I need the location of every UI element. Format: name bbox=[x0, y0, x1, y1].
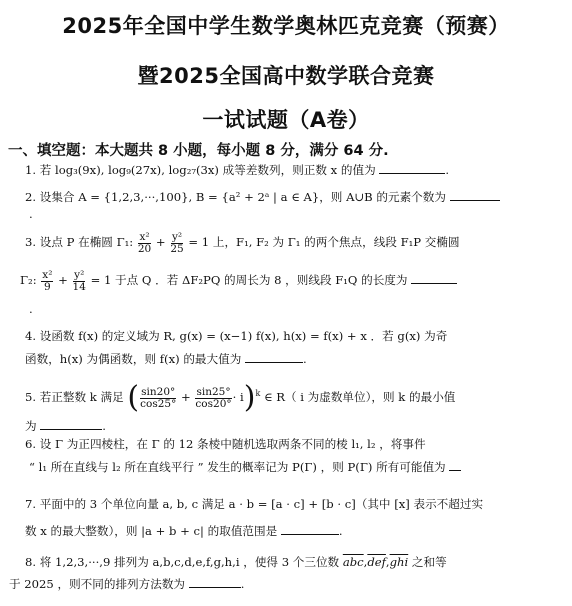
three-digit-ghi: $\overline{ghi}$ bbox=[389, 555, 409, 569]
numerator: y² bbox=[74, 268, 85, 281]
plus-sign: + bbox=[181, 390, 191, 404]
denominator: 25 bbox=[170, 242, 184, 255]
plus-sign: + bbox=[155, 235, 166, 249]
question-8-text-b: 之和等 bbox=[411, 555, 447, 569]
answer-blank-8 bbox=[189, 575, 241, 588]
right-paren: ) bbox=[243, 380, 256, 415]
question-3-line-1 bbox=[25, 226, 460, 258]
question-8-text-c: 于 2025 ，则不同的排列方法数为 bbox=[9, 577, 186, 591]
answer-blank-6 bbox=[449, 458, 461, 471]
question-3-line-2 bbox=[20, 264, 457, 296]
period: . bbox=[240, 577, 245, 591]
question-4-line-2 bbox=[25, 350, 307, 367]
question-7-text: 数 x 的最大整数），则 |a + b + c| 的取值范围是 bbox=[25, 524, 278, 538]
three-digit-abc: $\overline{abc}$ bbox=[342, 555, 364, 569]
question-8-line-1 bbox=[25, 554, 447, 570]
paper-label: 一试试题（A卷） bbox=[202, 108, 370, 132]
question-3-text-a: 3. 设点 P 在椭圆 Γ₁: bbox=[25, 235, 134, 249]
numerator: y² bbox=[171, 230, 183, 243]
three-digit-def: $\overline{def}$ bbox=[367, 555, 386, 569]
denominator: 9 bbox=[44, 280, 51, 293]
question-3-text-d: = 1 于点 Q ．若 ΔF₂PQ 的周长为 8 ，则线段 F₁Q 的长度为 bbox=[90, 273, 408, 287]
question-1-text: 1. 若 log₃(9x), log₉(27x), log₂₇(3x) 成等差数列，则正数 x 的值为 bbox=[25, 163, 376, 177]
plus-sign: + bbox=[58, 273, 68, 287]
fraction bbox=[170, 232, 183, 255]
question-5-text-c: 为 bbox=[25, 419, 37, 433]
question-3-end: . bbox=[29, 302, 33, 316]
question-2-text: 2. 设集合 A = {1,2,3,···,100}, B = {a² + 2ᵃ | a ∈ A}，则 A∪B 的元素个数为 bbox=[25, 190, 446, 204]
question-7-line-2 bbox=[25, 522, 343, 539]
answer-blank-7 bbox=[281, 522, 339, 535]
answer-blank-5 bbox=[40, 417, 102, 430]
question-1 bbox=[25, 161, 449, 178]
answer-blank-4 bbox=[245, 350, 303, 363]
exponent-k: k bbox=[255, 389, 261, 399]
question-5-line-1 bbox=[25, 380, 455, 414]
question-8-line-2 bbox=[9, 575, 244, 592]
question-2-end: . bbox=[29, 207, 33, 221]
numerator: sin25° bbox=[196, 385, 231, 398]
fraction bbox=[73, 270, 86, 293]
question-8-text-a: 8. 将 1,2,3,···,9 排列为 a,b,c,d,e,f,g,h,i ，使得 3 个三位数 bbox=[25, 555, 340, 569]
question-5-text-a: 5. 若正整数 k 满足 bbox=[25, 390, 124, 404]
numerator: sin20° bbox=[141, 385, 176, 398]
question-4-line-1: 4. 设函数 f(x) 的定义域为 R, g(x) = (x−1) f(x), h(x) = f(x) + x ．若 g(x) 为奇 bbox=[25, 329, 448, 343]
period: . bbox=[338, 524, 343, 538]
exam-title: 2025年全国中学生数学奥林匹克竞赛（预赛） bbox=[62, 14, 510, 38]
answer-blank-2 bbox=[450, 188, 500, 201]
fraction bbox=[140, 387, 176, 410]
imaginary-unit: · i bbox=[232, 390, 244, 404]
period: . bbox=[102, 419, 106, 433]
denominator: 20 bbox=[137, 242, 152, 255]
period: . bbox=[445, 163, 450, 177]
question-5-line-2 bbox=[25, 417, 106, 434]
question-7-line-1: 7. 平面中的 3 个单位向量 a, b, c 满足 a · b = [a · c] + [b · c]（其中 [x] 表示不超过实 bbox=[25, 497, 484, 511]
question-6-line-2 bbox=[29, 458, 461, 475]
period: . bbox=[303, 352, 307, 366]
exam-subtitle: 暨2025全国高中数学联合竞赛 bbox=[137, 64, 435, 88]
answer-blank-3 bbox=[411, 271, 457, 284]
fraction bbox=[138, 232, 151, 255]
denominator: cos25° bbox=[140, 397, 177, 410]
comma: , bbox=[363, 555, 368, 569]
numerator: x² bbox=[42, 268, 53, 281]
question-6-text: “ l₁ 所在直线与 l₂ 所在直线平行 ” 发生的概率记为 P(Γ) ，则 P(Γ) 所有可能值为 bbox=[29, 460, 446, 474]
comma: , bbox=[385, 555, 390, 569]
question-6-line-1: 6. 设 Γ 为正四棱柱，在 Γ 的 12 条棱中随机选取两条不同的棱 l₁, l₂ ，将事件 bbox=[25, 437, 426, 451]
question-3-text-c: Γ₂: bbox=[20, 273, 37, 287]
answer-blank-1 bbox=[379, 161, 445, 174]
denominator: cos20° bbox=[195, 397, 232, 410]
denominator: 14 bbox=[72, 280, 86, 293]
question-3-text-b: = 1 上，F₁, F₂ 为 Γ₁ 的两个焦点，线段 F₁P 交椭圆 bbox=[188, 235, 460, 249]
numerator: x² bbox=[139, 230, 150, 243]
question-2 bbox=[25, 188, 500, 205]
left-paren: ( bbox=[127, 380, 140, 415]
section-heading: 一、填空题：本大题共 8 小题，每小题 8 分，满分 64 分. bbox=[8, 143, 389, 159]
question-5-text-b: ∈ R（ i 为虚数单位），则 k 的最小值 bbox=[263, 390, 456, 404]
question-4-text: 函数，h(x) 为偶函数，则 f(x) 的最大值为 bbox=[25, 352, 242, 366]
fraction bbox=[41, 270, 53, 293]
fraction bbox=[195, 387, 231, 410]
